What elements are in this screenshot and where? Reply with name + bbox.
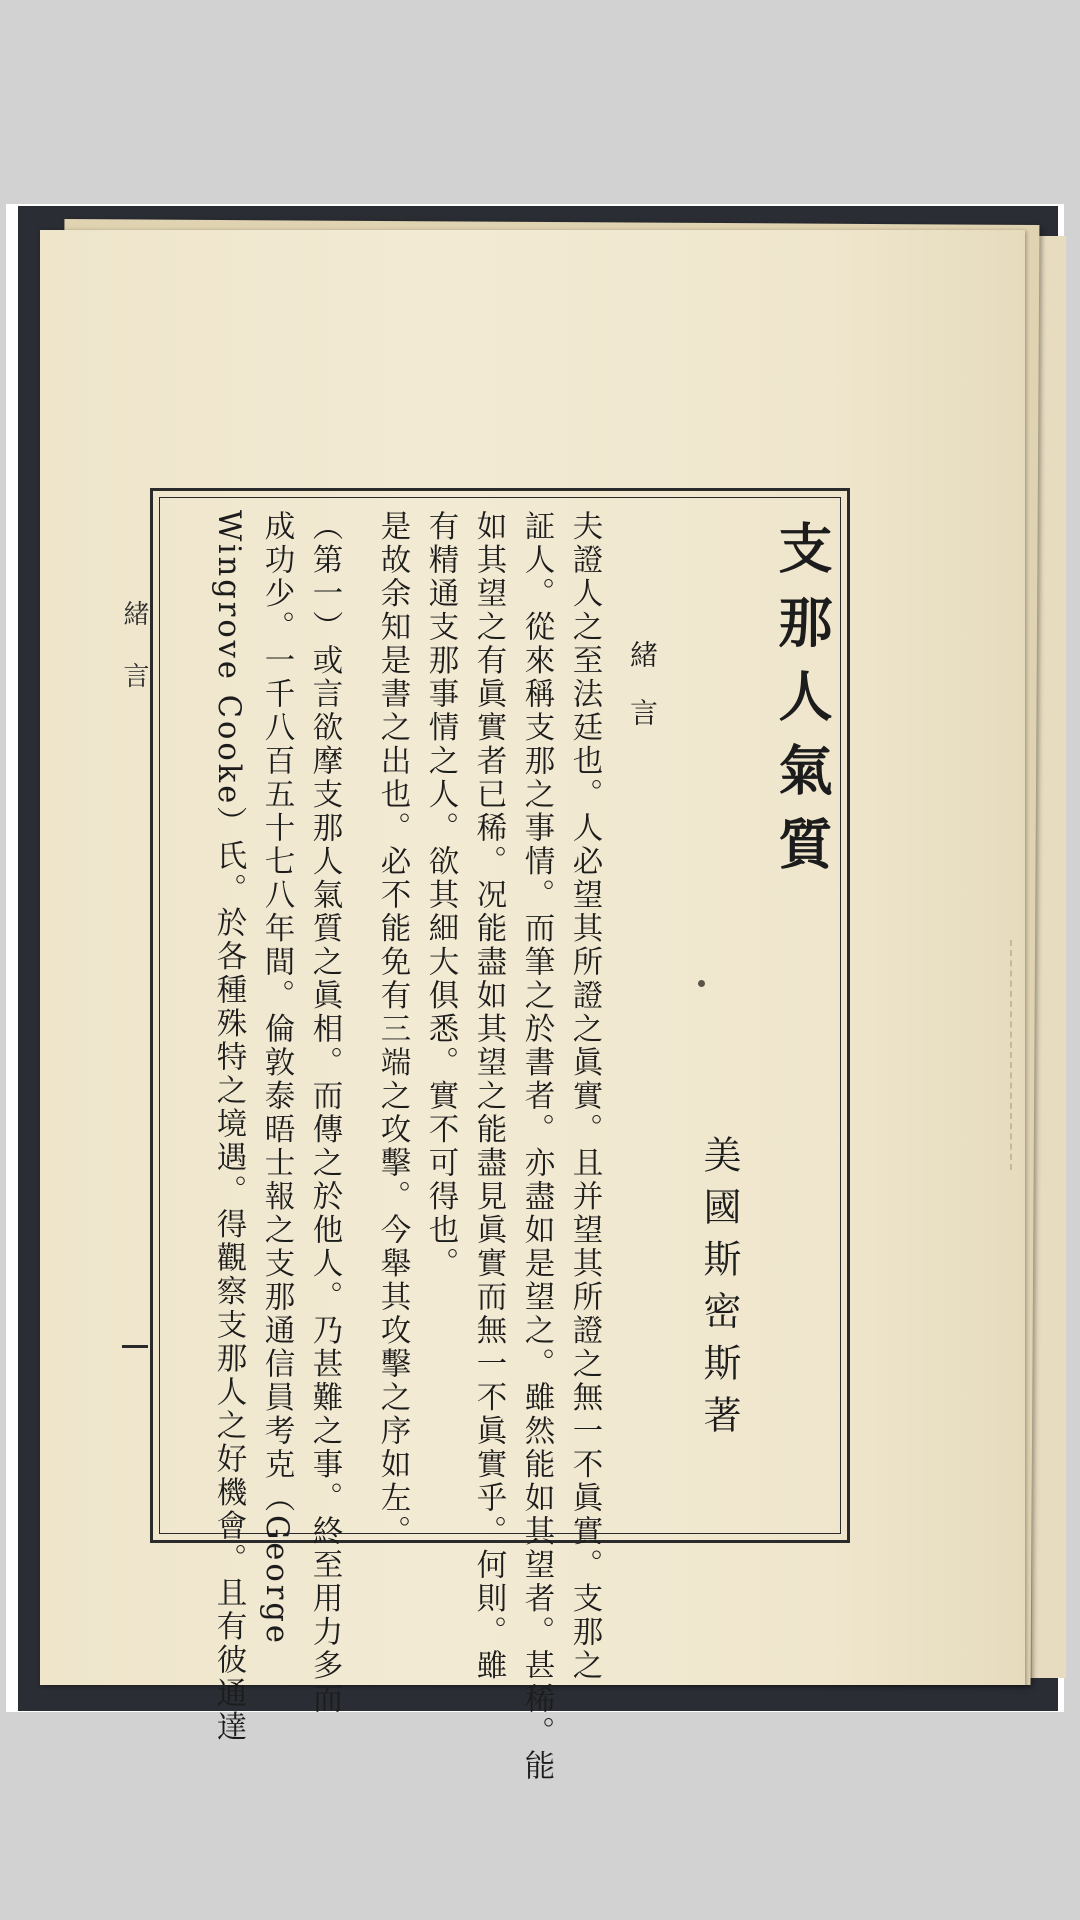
book-title: 支那人氣質 xyxy=(770,520,834,890)
ink-speck xyxy=(698,980,705,987)
body-column-4: 有精通支那事情之人。欲其細大俱悉。實不可得也。 xyxy=(423,510,458,1281)
body-column-8: Wingrove Cooke）氏。於各種殊特之境遇。得觀察支那人之好機會。且有彼通達 xyxy=(211,510,246,1745)
body-column-6: （第一）或言欲摩支那人氣質之眞相。而傳之於他人。乃甚難之事。終至用力多而 xyxy=(307,510,342,1716)
body-column-2: 証人。從來稱支那之事情。而筆之於書者。亦盡如是望之。雖然能如其望者。甚稀。能 xyxy=(519,510,554,1783)
body-column-5: 是故余知是書之出也。必不能免有三端之攻擊。今舉其攻擊之序如左。 xyxy=(375,510,410,1549)
body-column-7: 成功少。一千八百五十七八年間。倫敦泰晤士報之支那通信員考克（George xyxy=(259,510,294,1646)
body-column-1: 夫證人之至法廷也。人必望其所證之眞實。且并望其所證之無一不眞實。支那之 xyxy=(567,510,602,1683)
page-tear xyxy=(1010,940,1048,1170)
running-head: 緒言 xyxy=(119,600,149,724)
body-column-3: 如其望之有眞實者已稀。况能盡如其望之能盡見眞實而無一不眞實乎。何則。雖 xyxy=(471,510,506,1683)
page-number xyxy=(122,1345,148,1348)
author-line: 美國斯密斯著 xyxy=(697,1135,741,1447)
section-heading: 緒言 xyxy=(626,640,659,756)
